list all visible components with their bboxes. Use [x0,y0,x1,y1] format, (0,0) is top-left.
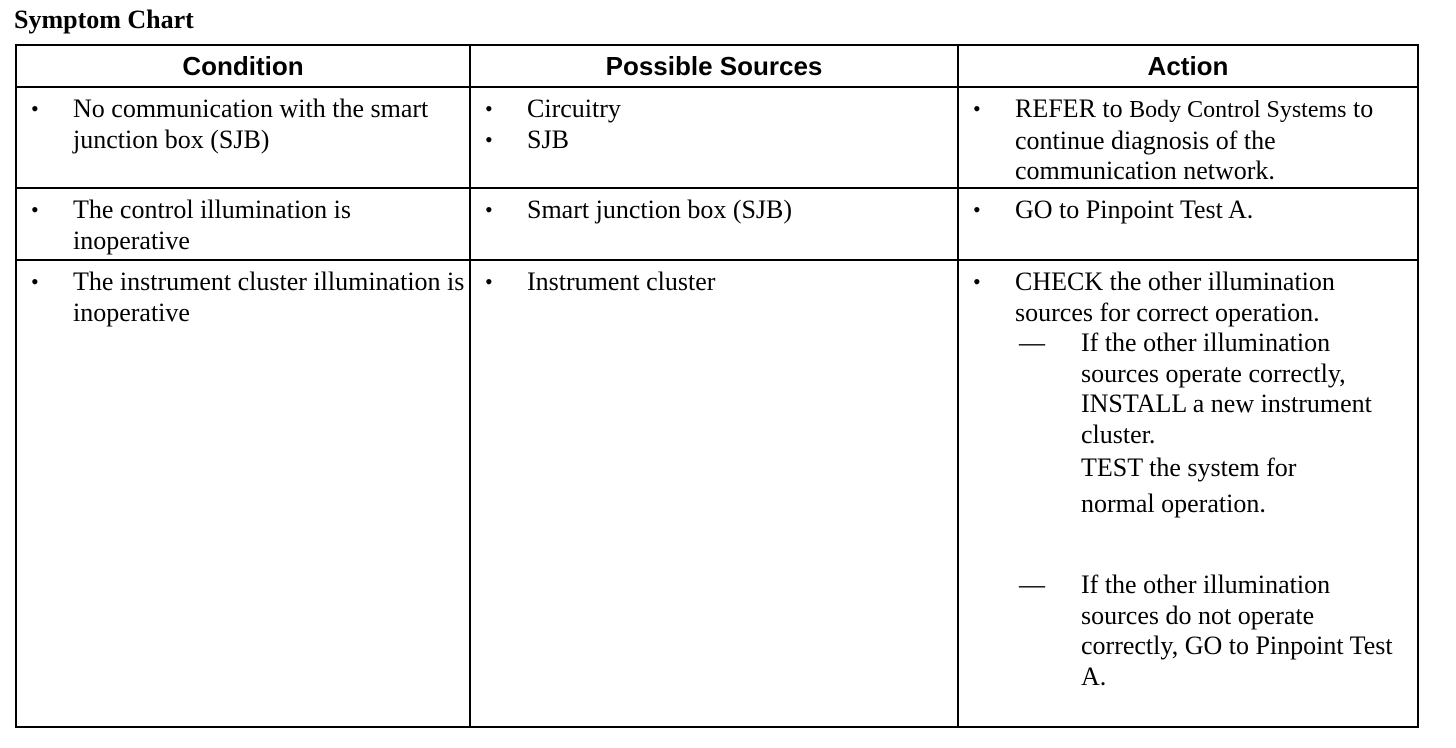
action-text: CHECK the other illumination sources for correct operation. [1015,267,1335,327]
sources-cell [470,87,958,188]
action-sub-extra-text: normal operation. [1081,489,1266,518]
table-row [16,87,1418,188]
bullet-icon: • [485,126,493,152]
table-row [16,188,1418,260]
action-item [959,195,1417,226]
source-text: Smart junction box (SJB) [527,195,793,224]
table-row [16,260,1418,727]
bullet-icon: • [485,269,493,294]
bullet-icon: • [31,197,39,222]
action-text-prefix: REFER to [1015,94,1130,123]
action-cell [958,87,1418,188]
action-sub-extra-text: TEST the system for [1081,453,1297,482]
action-cell [958,188,1418,260]
action-item [959,94,1417,187]
header-action: Action [958,45,1418,87]
condition-cell [16,260,470,727]
source-item [471,125,957,156]
condition-text: No communication with the smart junction box (SJB) [73,94,429,154]
action-item [959,267,1417,328]
symptom-table [15,44,1419,728]
bullet-icon: • [31,96,39,121]
bullet-icon: • [973,197,981,222]
action-text-reference: Body Control Systems [1129,97,1347,123]
bullet-icon: • [31,269,39,294]
bullet-icon: • [973,269,981,294]
source-item [471,195,957,226]
sources-cell [470,260,958,727]
header-row [16,45,1418,87]
chart-title: Symptom Chart [14,5,194,34]
condition-cell [16,87,470,188]
action-text-suffix: to continue diagnosis of the communication network. [1015,94,1374,185]
bullet-icon: • [973,96,981,121]
bullet-icon: • [485,96,493,121]
source-item [471,267,957,298]
action-cell [958,260,1418,727]
condition-item [17,94,469,155]
action-sub-item [959,570,1417,692]
action-text: GO to Pinpoint Test A. [1015,195,1254,224]
action-sub-item [959,328,1417,522]
sources-cell [470,188,958,260]
header-condition: Condition [16,45,470,87]
dash-icon: — [1019,570,1045,599]
header-possible-sources: Possible Sources [470,45,958,87]
action-sub-text: If the other illumination sources do not operate correctly, GO to Pinpoint Test A. [1081,570,1393,691]
condition-text: The control illumination is inoperative [73,195,352,255]
condition-cell [16,188,470,260]
source-text: Instrument cluster [527,267,716,296]
dash-icon: — [1019,328,1045,357]
source-text: SJB [527,124,569,154]
condition-item [17,267,469,328]
source-text: Circuitry [527,94,621,123]
condition-item [17,195,469,256]
action-sub-text: If the other illumination sources operate correctly, INSTALL a new instrument cluster. [1081,328,1372,449]
condition-text: The instrument cluster illumination is inoperative [73,267,465,327]
source-item [471,94,957,125]
bullet-icon: • [485,197,493,222]
